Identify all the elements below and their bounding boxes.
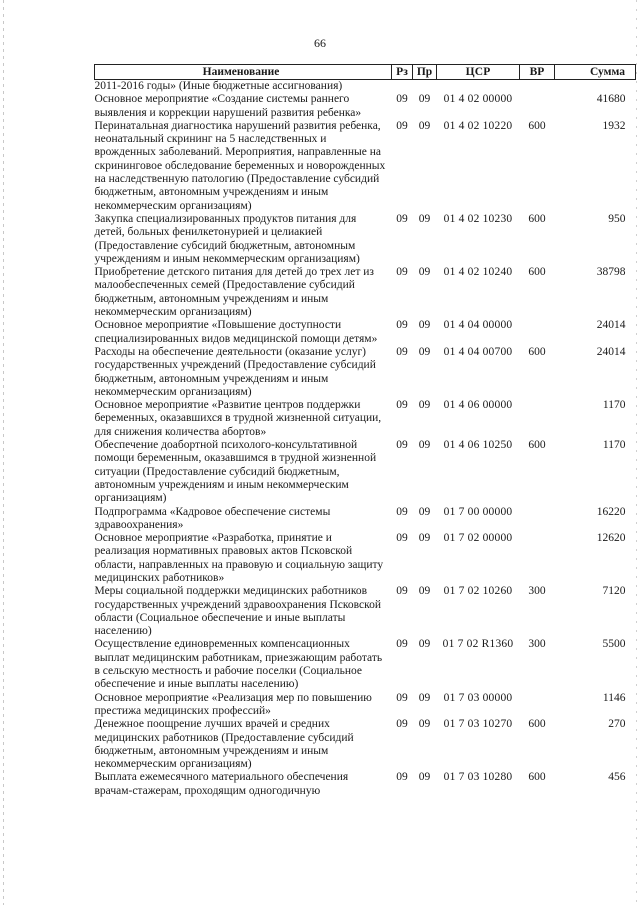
cell-name: Меры социальной поддержки медицинских работников государственных учреждений здравоохранения Псковской области (Социальное обеспечение и иные выплаты населению): [94, 585, 382, 638]
cell-rz: [392, 80, 413, 94]
cell-vr: 600: [528, 718, 546, 731]
cell-rz: 09: [396, 212, 408, 225]
cell-vr: [520, 319, 555, 346]
cell-vr: 600: [528, 119, 546, 132]
cell-name: Подпрограмма «Кадровое обеспечение системы здравоохранения»: [94, 505, 331, 531]
table-row: [95, 638, 636, 691]
header-pr: Пр: [413, 65, 437, 80]
cell-vr: 300: [528, 638, 546, 651]
cell-vr: 300: [528, 585, 546, 598]
table-row: [95, 93, 636, 120]
page-number: 66: [314, 36, 326, 50]
cell-pr: [413, 80, 437, 94]
budget-table: [94, 64, 636, 798]
cell-sum: 24014: [596, 345, 626, 358]
cell-name: Осуществление единовременных компенсационных выплат медицинским работникам, приезжающим работать в сельскую местность и рабочие поселки (Социальное обеспечение и иные выплаты населению): [94, 638, 383, 691]
cell-rz: 09: [396, 718, 408, 731]
cell-name: Основное мероприятие «Развитие центров поддержки беременных, оказавшихся в трудной жизненной ситуации, для снижения количества абортов»: [94, 399, 382, 438]
cell-vr: 600: [528, 771, 546, 784]
cell-pr: 09: [418, 345, 431, 358]
cell-sum: 1146: [602, 691, 626, 704]
table-row: [95, 771, 636, 798]
cell-name: Основное мероприятие «Разработка, принятие и реализация нормативных правовых актов Псковской области, направленных на правовую и социальную защиту медицинских работников»: [94, 532, 384, 584]
cell-name: Перинатальная диагностика нарушений развития ребенка, неонатальный скрининг на 5 наследственных и врожденных заболеваний. Мероприятия, направленные на скрининговое обследование беременных и новорожденных на наследственную патологию (Предоставление субсидий бюджетным, автономным учреждениям и иным некоммерческим организациям): [94, 119, 386, 212]
cell-name: Обеспечение доабортной психолого-консультативной помощи беременным, оказавшимся в трудной жизненной ситуации (Предоставление субсидий бюджетным, автономным учреждениям и иным некоммерческим организациям): [94, 439, 377, 505]
cell-rz: 09: [396, 93, 408, 106]
table-row: [95, 399, 636, 439]
cell-pr: 09: [418, 532, 431, 545]
cell-name: Закупка специализированных продуктов питания для детей, больных фенилкетонурией и целиакией (Предоставление субсидий бюджетным, автономным учреждениям и иным некоммерческим организациям): [94, 212, 360, 265]
cell-rz: 09: [396, 119, 408, 132]
cell-vr: [520, 506, 555, 533]
cell-csr: 01 4 02 10230: [443, 212, 513, 225]
cell-csr: 01 4 04 00700: [443, 345, 513, 358]
cell-vr: [520, 80, 555, 94]
cell-name: 2011-2016 годы» (Иные бюджетные ассигнования): [94, 80, 343, 92]
cell-vr: 600: [528, 266, 546, 279]
table-row: [95, 532, 636, 585]
table-row: [95, 506, 636, 533]
cell-csr: 01 7 03 10270: [443, 718, 513, 731]
cell-sum: 950: [608, 212, 626, 225]
cell-rz: 09: [396, 505, 408, 518]
cell-pr: 09: [418, 585, 431, 598]
cell-rz: 09: [396, 345, 408, 358]
cell-csr: 01 7 00 00000: [443, 505, 513, 518]
header-vr: ВР: [520, 65, 555, 80]
cell-sum: 24014: [596, 319, 626, 332]
cell-sum: 1170: [602, 439, 626, 452]
cell-sum: 5500: [602, 638, 626, 651]
table-row: [95, 80, 636, 94]
cell-sum: 38798: [596, 266, 626, 279]
table-row: [95, 213, 636, 266]
table-row: [95, 439, 636, 505]
cell-pr: 09: [418, 119, 431, 132]
cell-csr: 01 7 02 R1360: [442, 638, 514, 651]
table-row: [95, 319, 636, 346]
scan-edge-left: [3, 0, 4, 905]
cell-vr: [520, 692, 555, 719]
cell-csr: 01 4 02 10220: [443, 119, 513, 132]
cell-pr: 09: [418, 399, 431, 412]
cell-sum: 41680: [596, 93, 626, 106]
budget-table-wrapper: [94, 64, 626, 798]
table-row: [95, 718, 636, 771]
cell-pr: 09: [418, 505, 431, 518]
cell-csr: 01 4 02 10240: [443, 266, 513, 279]
cell-name: Основное мероприятие «Создание системы раннего выявления и коррекции нарушений развития ребенка»: [94, 93, 362, 119]
header-csr: ЦСР: [437, 65, 520, 80]
cell-csr: 01 4 02 00000: [443, 93, 513, 106]
cell-sum: 12620: [596, 532, 626, 545]
header-sum: Сумма: [555, 65, 636, 80]
cell-rz: 09: [396, 638, 408, 651]
cell-vr: 600: [528, 439, 546, 452]
cell-pr: 09: [418, 691, 431, 704]
cell-pr: 09: [418, 93, 431, 106]
table-body: [95, 80, 636, 799]
cell-sum: 270: [608, 718, 626, 731]
header-rz: Рз: [392, 65, 413, 80]
cell-csr: 01 4 06 00000: [443, 399, 513, 412]
cell-pr: 09: [418, 212, 431, 225]
table-row: [95, 120, 636, 213]
table-row: [95, 346, 636, 399]
cell-name: Приобретение детского питания для детей до трех лет из малообеспеченных семей (Предоставление субсидий бюджетным, автономным учреждениям и иным некоммерческим организациям): [94, 266, 374, 319]
cell-rz: 09: [396, 691, 408, 704]
cell-name: Выплата ежемесячного материального обеспечения врачам-стажерам, проходящим одногодичную: [94, 771, 349, 797]
cell-csr: 01 7 03 10280: [443, 771, 513, 784]
cell-name: Денежное поощрение лучших врачей и средних медицинских работников (Предоставление субсидий бюджетным, автономным учреждениям и иным некоммерческим организациям): [94, 718, 354, 771]
cell-rz: 09: [396, 771, 408, 784]
cell-rz: 09: [396, 439, 408, 452]
cell-csr: [437, 80, 520, 94]
cell-sum: [555, 80, 636, 94]
cell-pr: 09: [418, 266, 431, 279]
cell-csr: 01 7 03 00000: [443, 691, 513, 704]
cell-vr: [520, 532, 555, 585]
table-row: [95, 692, 636, 719]
table-header-row: [95, 65, 636, 80]
cell-pr: 09: [418, 319, 431, 332]
cell-sum: 7120: [602, 585, 626, 598]
cell-pr: 09: [418, 638, 431, 651]
cell-csr: 01 7 02 10260: [443, 585, 513, 598]
cell-sum: 1170: [602, 399, 626, 412]
cell-name: Расходы на обеспечение деятельности (оказание услуг) государственных учреждений (Предоставление субсидий бюджетным, автономным учреждениям и иным некоммерческим организациям): [94, 345, 376, 398]
cell-sum: 1932: [602, 119, 626, 132]
table-row: [95, 266, 636, 319]
cell-sum: 456: [608, 771, 626, 784]
scan-edge-right: [636, 0, 637, 905]
cell-vr: [520, 399, 555, 439]
cell-csr: 01 7 02 00000: [443, 532, 513, 545]
cell-pr: 09: [418, 439, 431, 452]
header-name: Наименование: [95, 65, 392, 80]
cell-sum: 16220: [596, 505, 626, 518]
cell-rz: 09: [396, 585, 408, 598]
cell-rz: 09: [396, 319, 408, 332]
cell-rz: 09: [396, 399, 408, 412]
cell-pr: 09: [418, 718, 431, 731]
cell-name: Основное мероприятие «Повышение доступности специализированных видов медицинской помощи детям»: [94, 319, 378, 345]
cell-vr: 600: [528, 212, 546, 225]
cell-name: Основное мероприятие «Реализация мер по повышению престижа медицинских профессий»: [94, 691, 372, 717]
cell-csr: 01 4 06 10250: [443, 439, 513, 452]
cell-rz: 09: [396, 532, 408, 545]
cell-vr: 600: [528, 345, 546, 358]
table-row: [95, 585, 636, 638]
cell-rz: 09: [396, 266, 408, 279]
cell-pr: 09: [418, 771, 431, 784]
cell-csr: 01 4 04 00000: [443, 319, 513, 332]
cell-vr: [520, 93, 555, 120]
